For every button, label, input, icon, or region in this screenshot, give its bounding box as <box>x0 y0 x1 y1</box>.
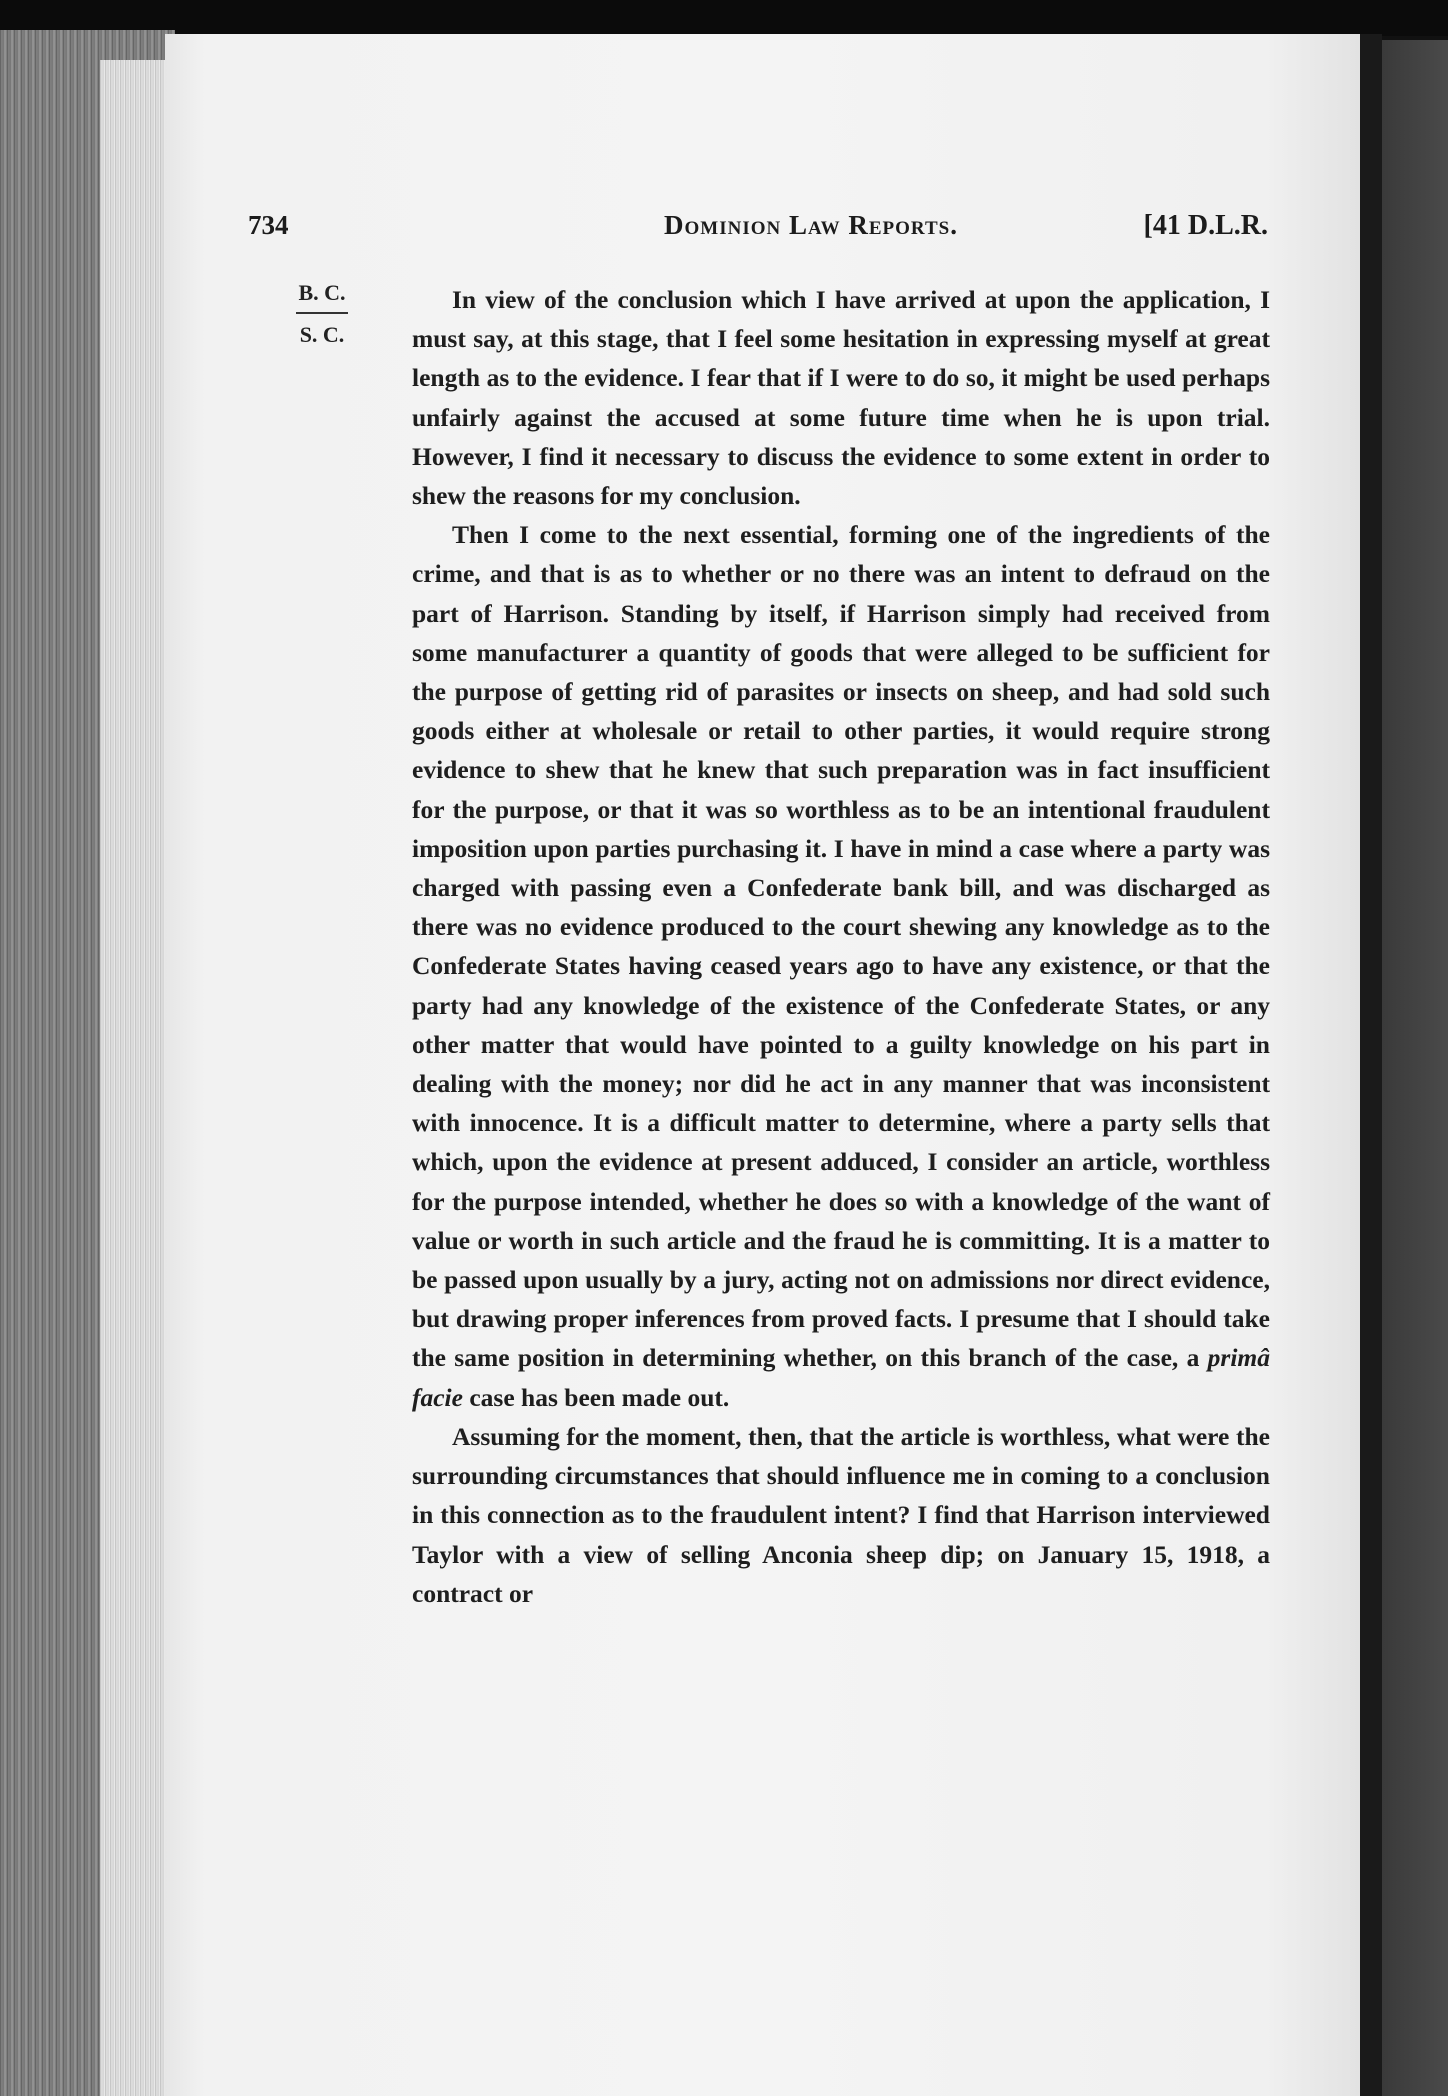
court-abbrev-bc: B. C. <box>298 280 346 305</box>
judgment-text <box>412 280 1270 1613</box>
paragraph <box>412 515 1270 1417</box>
paragraph: In view of the conclusion which I have arrived at upon the application, I must say, at this stage, that I feel some hesitation in expressing myself at great length as to the evidence. I fear that if I were to do so, it might be used perhaps unfairly against the accused at some future time when he is upon trial. However, I find it necessary to discuss the evidence to some extent in order to shew the reasons for my conclusion. <box>412 285 1270 511</box>
court-margin-note <box>292 280 352 348</box>
volume-reference: [41 D.L.R. <box>1143 210 1268 241</box>
paragraph: Assuming for the moment, then, that the article is worthless, what were the surrounding circumstances that should influence me in coming to a conclusion in this connection as to the fraudulent intent? I find that Harrison interviewed Taylor with a view of selling Anconia sheep dip; on January 15, 1918, a contract or <box>412 1421 1270 1608</box>
italic-latin-phrase: primâ facie <box>412 1343 1271 1412</box>
book-page-edges-inner <box>100 60 175 2096</box>
scan-top-border <box>0 0 1448 36</box>
facing-page-sliver <box>1382 40 1448 2096</box>
book-gutter <box>1360 34 1382 2096</box>
book-page-edges <box>0 30 175 2096</box>
running-head <box>248 210 1268 250</box>
paragraph-text: Then I come to the next essential, forming one of the ingredients of the crime, and that is as to whether or no there was an intent to defraud on the part of Harrison. Standing by itself, if Harrison simply had received from some manufacturer a quantity of goods that were alleged to be sufficient for the purpose of getting rid of parasites or insects on sheep, and had sold such goods either at wholesale or retail to other parties, it would require strong evidence to shew that he knew that such preparation was in fact insufficient for the purpose, or that it was so worthless as to be an intentional fraudulent imposition upon parties purchasing it. I have in mind a case where a party was charged with passing even a Confederate bank bill, and was discharged as there was no evidence produced to the court shewing any knowledge as to the Confederate States having ceased years ago to have any existence, or that the party had any knowledge of the existence of the Confederate States, or any other matter that would have pointed to a guilty knowledge on his part in dealing with the money; nor did he act in any manner that was inconsistent with innocence. It is a difficult matter to determine, where a party sells that which, upon the evidence at present adduced, I consider an article, worthless for the purpose intended, whether he does so with a knowledge of the want of value or worth in such article and the fraud he is committing. It is a matter to be passed upon usually by a jury, acting not on admissions nor direct evidence, but drawing proper inferences from proved facts. I presume that I should take the same position in determining whether, on this branch of the case, a <box>412 520 1270 1373</box>
paragraph-tail: case has been made out. <box>462 1382 730 1412</box>
page-number: 734 <box>248 210 289 240</box>
journal-title: Dominion Law Reports. <box>664 210 958 240</box>
court-abbrev-sc: S. C. <box>299 322 345 347</box>
